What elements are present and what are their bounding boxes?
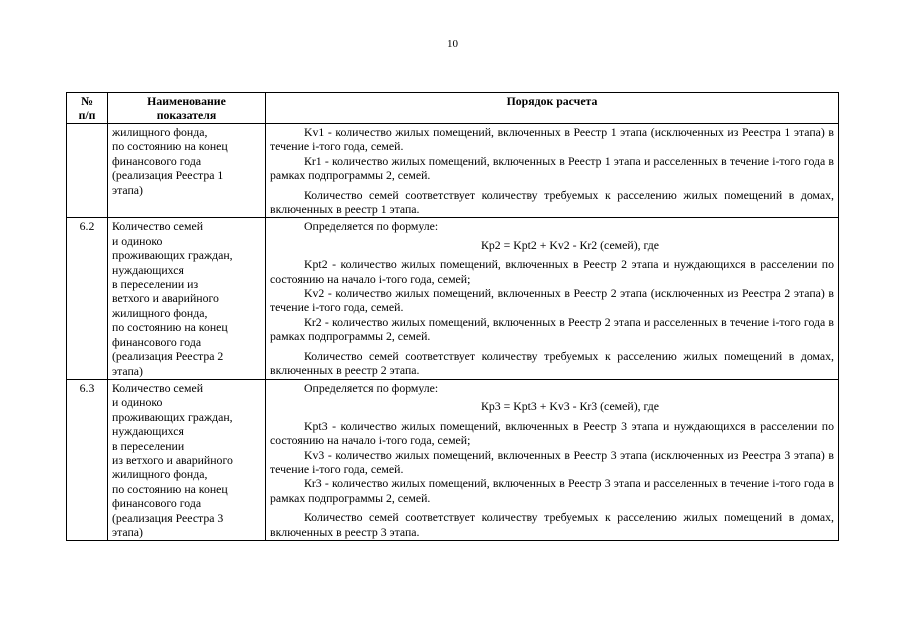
indicator-name-line: и одиноко	[112, 233, 163, 248]
page-number: 10	[447, 38, 458, 50]
indicator-name-line: нуждающихся	[112, 424, 184, 439]
indicator-name-line: в переселении	[112, 438, 185, 453]
indicator-name-line: жилищного фонда,	[112, 467, 208, 482]
closing-paragraph: Количество семей соответствует количеству требуемых к расселению жилых помещений в домах, включенных в реестр 2 этапа.	[270, 348, 834, 378]
calculation-method	[266, 379, 839, 540]
header-num-line: №	[81, 94, 93, 108]
definition-paragraph: Kpt3 - количество жилых помещений, включенных в Реестр 3 этапа и нуждающихся в расселении по состоянию на начало i-того года, семей;	[270, 418, 834, 448]
formula-intro: Определяется по формуле:	[304, 380, 439, 395]
indicator-name	[108, 218, 266, 379]
indicator-name-line: финансового года	[112, 153, 202, 168]
indicator-name-line: из ветхого и аварийного	[112, 452, 233, 467]
indicator-name-line: (реализация Реестра 3	[112, 510, 224, 525]
indicator-name-line: по состоянию на конец	[112, 320, 228, 335]
formula-intro: Определяется по формуле:	[304, 219, 439, 234]
definition-paragraph: Кr1 - количество жилых помещений, включенных в Реестр 1 этапа и расселенных в течение i-того года в рамках подпрограммы 2, семей.	[270, 153, 834, 183]
closing-paragraph: Количество семей соответствует количеству требуемых к расселению жилых помещений в домах, включенных в реестр 3 этапа.	[270, 510, 834, 539]
definition-paragraph: Kpt2 - количество жилых помещений, включенных в Реестр 2 этапа и нуждающихся в расселении по состоянию на начало i-того года, семей;	[270, 257, 834, 286]
indicator-name	[108, 124, 266, 218]
definition-paragraph: Кr3 - количество жилых помещений, включенных в Реестр 3 этапа и расселенных в течение i-того года в рамках подпрограммы 2, семей.	[270, 476, 834, 505]
header-name-line: Наименование	[147, 94, 226, 108]
indicator-name-line: финансового года	[112, 496, 202, 511]
indicator-name-line: по состоянию на конец	[112, 139, 228, 154]
indicator-table	[66, 92, 839, 541]
indicator-name-line: (реализация Реестра 1	[112, 168, 224, 183]
indicator-name-line: по состоянию на конец	[112, 481, 228, 496]
indicator-name-line: проживающих граждан,	[112, 248, 233, 263]
row-number: 6.2	[67, 218, 108, 379]
calculation-method	[266, 124, 839, 218]
definition-paragraph: Кr2 - количество жилых помещений, включенных в Реестр 2 этапа и расселенных в течение i-того года в рамках подпрограммы 2, семей.	[270, 314, 834, 344]
table-row	[67, 379, 839, 540]
indicator-name-line: этапа)	[112, 182, 143, 197]
indicator-name-line: проживающих граждан,	[112, 409, 233, 424]
calculation-method	[266, 218, 839, 379]
definition-paragraph: Kv2 - количество жилых помещений, включенных в Реестр 2 этапа (исключенных из Реестра 2 этапа) в течение i-того года, семей.	[270, 286, 834, 315]
indicator-name-line: жилищного фонда,	[112, 305, 208, 320]
indicator-name-line: Количество семей	[112, 219, 204, 234]
indicator-name-line: (реализация Реестра 2	[112, 349, 224, 364]
header-num	[67, 93, 108, 124]
indicator-name-line: финансового года	[112, 334, 202, 349]
indicator-name-line: жилищного фонда,	[112, 125, 208, 139]
indicator-name-line: этапа)	[112, 524, 143, 539]
indicator-name-line: этапа)	[112, 363, 143, 378]
definition-paragraph: Kv1 - количество жилых помещений, включенных в Реестр 1 этапа (исключенных из Реестра 1 этапа) в течение i-того года, семей.	[270, 125, 834, 154]
indicator-name-line: нуждающихся	[112, 262, 184, 277]
indicator-name-line: Количество семей	[112, 380, 204, 395]
header-name-line: показателя	[156, 108, 217, 122]
closing-paragraph: Количество семей соответствует количеству требуемых к расселению жилых помещений в домах, включенных в реестр 1 этапа.	[270, 187, 834, 217]
formula: Кр3 = Kpt3 + Kv3 - Кr3 (семей), где	[480, 399, 660, 414]
header-desc: Порядок расчета	[266, 93, 839, 124]
formula: Кр2 = Kpt2 + Kv2 - Кr2 (семей), где	[480, 237, 660, 252]
table-row	[67, 218, 839, 379]
row-number	[67, 124, 108, 218]
indicator-name-line: и одиноко	[112, 395, 163, 410]
indicator-name-line: в переселении из	[112, 277, 199, 292]
header-name	[108, 93, 266, 124]
header-row	[67, 93, 839, 124]
header-num-line: п/п	[78, 108, 96, 122]
indicator-name	[108, 379, 266, 540]
row-number: 6.3	[67, 379, 108, 540]
indicator-name-line: ветхого и аварийного	[112, 291, 219, 306]
table-row	[67, 124, 839, 218]
definition-paragraph: Kv3 - количество жилых помещений, включенных в Реестр 3 этапа (исключенных из Реестра 3 этапа) в течение i-того года, семей.	[270, 447, 834, 476]
